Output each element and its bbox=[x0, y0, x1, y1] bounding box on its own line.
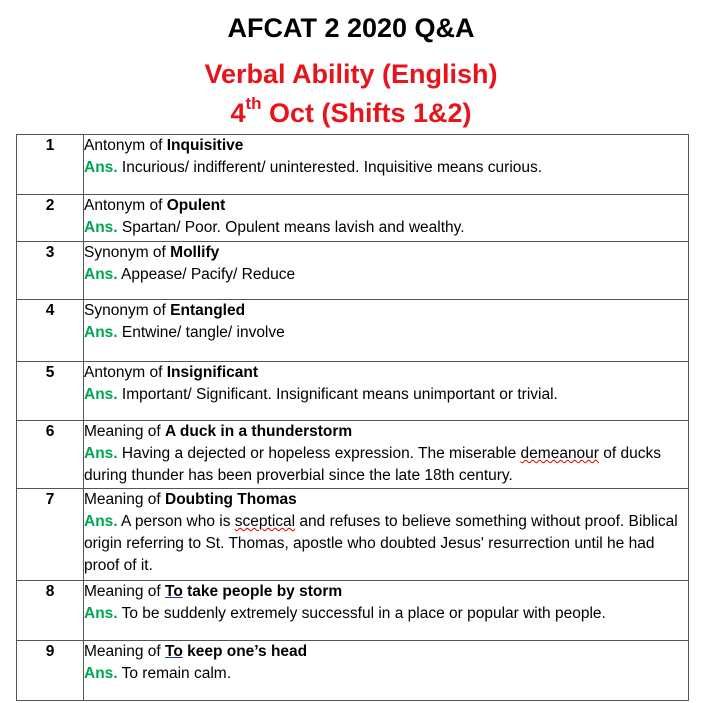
question-cell bbox=[84, 362, 689, 421]
date-suffix: th bbox=[245, 94, 262, 113]
answer-text: Ans. Incurious/ indifferent/ uninterested. Inquisitive means curious. bbox=[84, 159, 543, 176]
question-term: To take people by storm bbox=[165, 583, 343, 600]
question-term: Doubting Thomas bbox=[165, 491, 297, 508]
question-text: Synonym of Mollify bbox=[84, 244, 220, 261]
question-text: Meaning of A duck in a thunderstorm bbox=[84, 423, 353, 440]
answer-label: Ans. bbox=[84, 159, 118, 176]
question-number: 2 bbox=[17, 195, 84, 242]
answer-label: Ans. bbox=[84, 324, 118, 341]
question-number: 8 bbox=[17, 581, 84, 641]
qa-table bbox=[16, 134, 689, 701]
question-text: Synonym of Entangled bbox=[84, 302, 246, 319]
answer-label: Ans. bbox=[84, 605, 118, 622]
table-row bbox=[17, 135, 689, 195]
question-text: Antonym of Opulent bbox=[84, 197, 226, 214]
table-row bbox=[17, 421, 689, 489]
question-cell bbox=[84, 581, 689, 641]
answer-label: Ans. bbox=[84, 219, 118, 236]
question-term: Insignificant bbox=[166, 364, 259, 381]
answer-label: Ans. bbox=[84, 445, 118, 462]
question-term: Entangled bbox=[170, 302, 246, 319]
question-number: 3 bbox=[17, 242, 84, 300]
table-row bbox=[17, 641, 689, 701]
answer-label: Ans. bbox=[84, 266, 118, 283]
question-number: 7 bbox=[17, 489, 84, 581]
answer-text: Ans. Appease/ Pacify/ Reduce bbox=[84, 266, 296, 283]
spellcheck-word: sceptical bbox=[234, 513, 296, 530]
question-text: Antonym of Insignificant bbox=[84, 364, 259, 381]
question-cell bbox=[84, 195, 689, 242]
question-number: 6 bbox=[17, 421, 84, 489]
question-term: Mollify bbox=[170, 244, 220, 261]
answer-text: Ans. Entwine/ tangle/ involve bbox=[84, 324, 285, 341]
question-cell bbox=[84, 489, 689, 581]
answer-text: Ans. Having a dejected or hopeless expression. The miserable demeanour of ducks during thunder has been proverbial since the late 18th century. bbox=[84, 445, 661, 484]
question-cell bbox=[84, 300, 689, 362]
question-number: 5 bbox=[17, 362, 84, 421]
question-cell bbox=[84, 421, 689, 489]
answer-text: Ans. To be suddenly extremely successful in a place or popular with people. bbox=[84, 605, 606, 622]
page-date-line bbox=[0, 93, 702, 133]
question-term: A duck in a thunderstorm bbox=[165, 423, 353, 440]
table-row bbox=[17, 300, 689, 362]
question-term: Opulent bbox=[166, 197, 226, 214]
answer-text: Ans. To remain calm. bbox=[84, 665, 232, 682]
date-rest: Oct (Shifts 1&2) bbox=[261, 98, 472, 128]
table-row bbox=[17, 581, 689, 641]
table-row bbox=[17, 362, 689, 421]
table-row bbox=[17, 242, 689, 300]
question-number: 1 bbox=[17, 135, 84, 195]
answer-text: Ans. Spartan/ Poor. Opulent means lavish and wealthy. bbox=[84, 219, 465, 236]
question-term: Inquisitive bbox=[166, 137, 244, 154]
answer-text: Ans. A person who is sceptical and refuses to believe something without proof. Biblical origin referring to St. Thomas, apostle who doubted Jesus' resurrection until he had proof of it. bbox=[84, 513, 678, 574]
question-number: 4 bbox=[17, 300, 84, 362]
question-text: Meaning of To take people by storm bbox=[84, 583, 343, 600]
page-title: AFCAT 2 2020 Q&A bbox=[227, 13, 475, 43]
answer-label: Ans. bbox=[84, 513, 118, 530]
answer-label: Ans. bbox=[84, 665, 118, 682]
question-text: Antonym of Inquisitive bbox=[84, 137, 244, 154]
spellcheck-word: demeanour bbox=[520, 445, 599, 462]
question-text: Meaning of Doubting Thomas bbox=[84, 491, 297, 508]
question-text: Meaning of To keep one’s head bbox=[84, 643, 308, 660]
table-row bbox=[17, 489, 689, 581]
question-term: To keep one’s head bbox=[165, 643, 308, 660]
question-cell bbox=[84, 641, 689, 701]
answer-label: Ans. bbox=[84, 386, 118, 403]
question-cell bbox=[84, 242, 689, 300]
answer-text: Ans. Important/ Significant. Insignificant means unimportant or trivial. bbox=[84, 386, 558, 403]
table-row bbox=[17, 195, 689, 242]
page-subtitle: Verbal Ability (English) bbox=[204, 59, 498, 89]
question-cell bbox=[84, 135, 689, 195]
date-number: 4 bbox=[230, 98, 246, 128]
question-number: 9 bbox=[17, 641, 84, 701]
